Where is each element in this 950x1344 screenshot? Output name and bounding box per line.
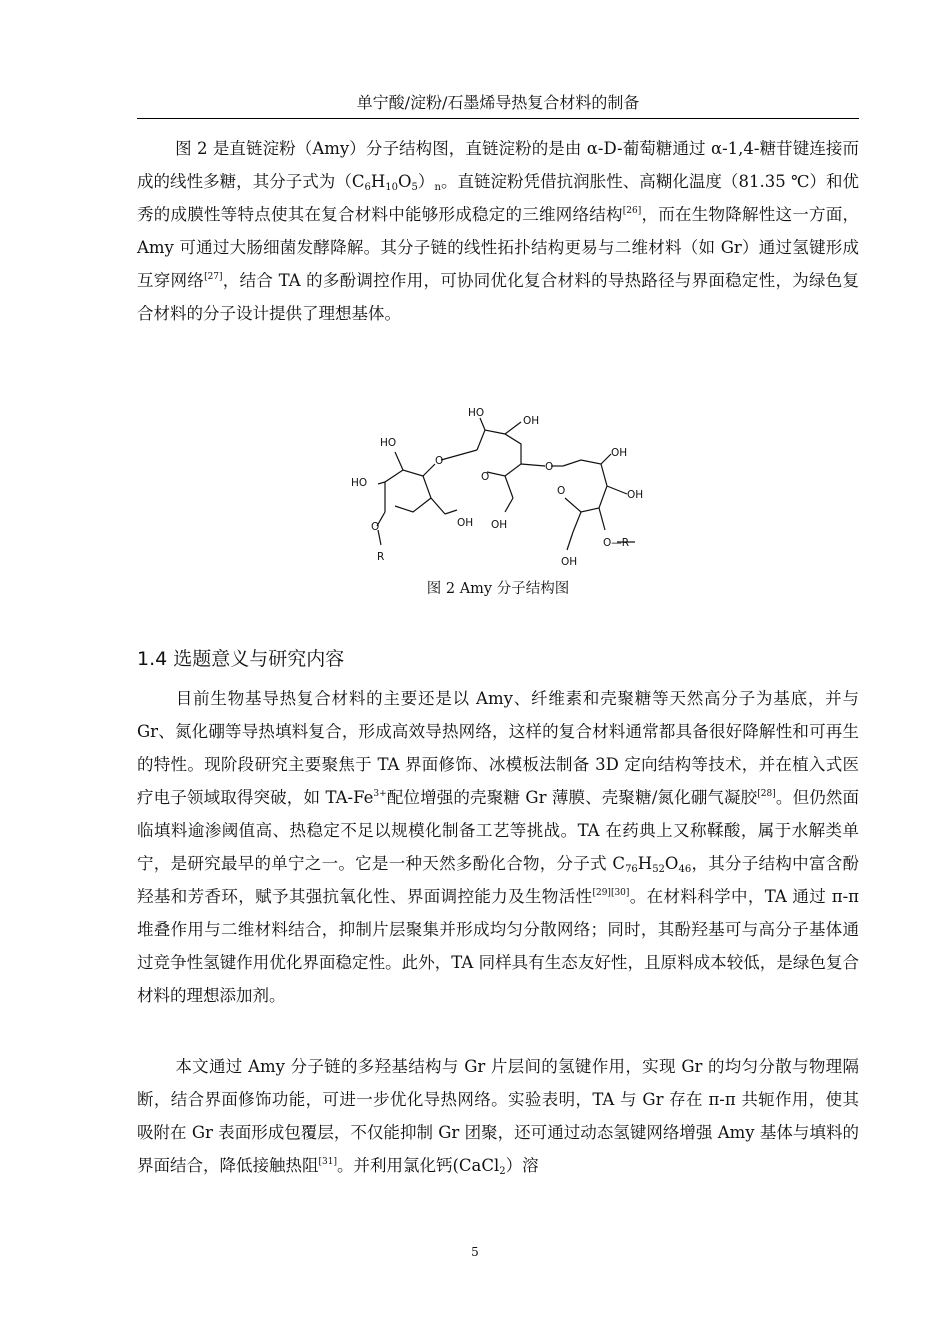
label-o-2: O bbox=[435, 455, 444, 467]
label-oh-4: OH bbox=[611, 447, 628, 459]
citation-26: [26] bbox=[622, 206, 642, 216]
label-ho-2: HO bbox=[351, 477, 368, 489]
amylose-structure-diagram bbox=[345, 402, 645, 574]
citation-28: [28] bbox=[757, 789, 776, 799]
label-oh-5: OH bbox=[627, 489, 644, 501]
label-r-1: R bbox=[377, 551, 385, 563]
label-o-3: O bbox=[545, 461, 554, 473]
paragraph-research-background: 目前生物基导热复合材料的主要还是以 Amy、纤维素和壳聚糖等天然高分子为基底，并与 Gr、氮化硼等导热填料复合，形成高效导热网络，这样的复合材料通常都具备很好降解性和可再生的特性。现阶段研究主要聚焦于 TA 界面修饰、冰模板法制备 3D 定向结构等技术，并在植入式医疗电子领域取得突破，如 $TA-Fe^{3+}$配位增强的壳聚糖 Gr 薄膜、壳聚糖/氮化硼气凝胶[28]。但仍然面临填料逾渗阈值高、热稳定不足以规模化制备工艺等挑战。TA 在药典上又称鞣酸，属于水解类单宁，是研究最早的单宁之一。它是一种天然多酚化合物，分子式 $C_{76}H_{52}O_{46}$，其分子结构中富含酚羟基和芳香环，赋予其强抗氧化性、界面调控能力及生物活性[29][30]。在材料科学中，TA 通过 π-π 堆叠作用与二维材料结合，抑制片层聚集并形成均匀分散网络；同时，其酚羟基可与高分子基体通过竞争性氢键作用优化界面稳定性。此外，TA 同样具有生态友好性，且原料成本较低，是绿色复合材料的理想添加剂。 bbox=[137, 689, 860, 1005]
header-title: 单宁酸/淀粉/石墨烯导热复合材料的制备 bbox=[356, 93, 640, 112]
label-o-ring-3: O bbox=[557, 485, 566, 497]
paragraph-research-content: 本文通过 Amy 分子链的多羟基结构与 Gr 片层间的氢键作用，实现 Gr 的均匀分散与物理隔断，结合界面修饰功能，可进一步优化导热网络。实验表明，TA 与 Gr 存在 π-π 共轭作用，使其吸附在 Gr 表面形成包覆层，不仅能抑制 Gr 团聚，还可通过动态氢键网络增强 Amy 基体与填料的界面结合，降低接触热阻[31]。并利用氯化钙(CaCl$_2$）溶 bbox=[137, 1057, 859, 1177]
figure-caption: 图 2 Amy 分子结构图 bbox=[426, 581, 570, 597]
label-ho-3: HO bbox=[468, 407, 485, 419]
citation-29-30: [29][30] bbox=[592, 888, 630, 898]
citation-31: [31] bbox=[318, 1157, 337, 1167]
citation-27: [27] bbox=[204, 272, 223, 282]
running-header bbox=[137, 93, 859, 119]
amy-structure-figure bbox=[345, 402, 645, 574]
label-o-ring-2: O bbox=[481, 471, 490, 483]
label-oh-6: OH bbox=[561, 556, 578, 568]
section-heading: 1.4 选题意义与研究内容 bbox=[137, 648, 345, 670]
label-ho-1: HO bbox=[380, 437, 397, 449]
paragraph-amy-structure: 图 2 是直链淀粉（Amy）分子结构图，直链淀粉的是由 α-D-葡萄糖通过 α-1,4-糖苷键连接而成的线性多糖，其分子式为$(C_6H_{10}O_5)_n$。直链淀粉凭借抗润胀性、高糊化温度（81.35 ℃）和优秀的成膜性等特点使其在复合材料中能够形成稳定的三维网络结构[26]，而在生物降解性这一方面，Amy 可通过大肠细菌发酵降解。其分子链的线性拓扑结构更易与二维材料（如 Gr）通过氢键形成互穿网络[27]，结合 TA 的多酚调控作用，可协同优化复合材料的导热路径与界面稳定性，为绿色复合材料的分子设计提供了理想基体。 bbox=[137, 139, 860, 323]
label-o-1: O bbox=[371, 521, 380, 533]
label-oh-1: OH bbox=[457, 517, 474, 529]
label-or: O—R bbox=[603, 537, 630, 549]
label-oh-2: OH bbox=[523, 415, 540, 427]
page-number: 5 bbox=[471, 1245, 479, 1259]
label-oh-3: OH bbox=[491, 519, 508, 531]
